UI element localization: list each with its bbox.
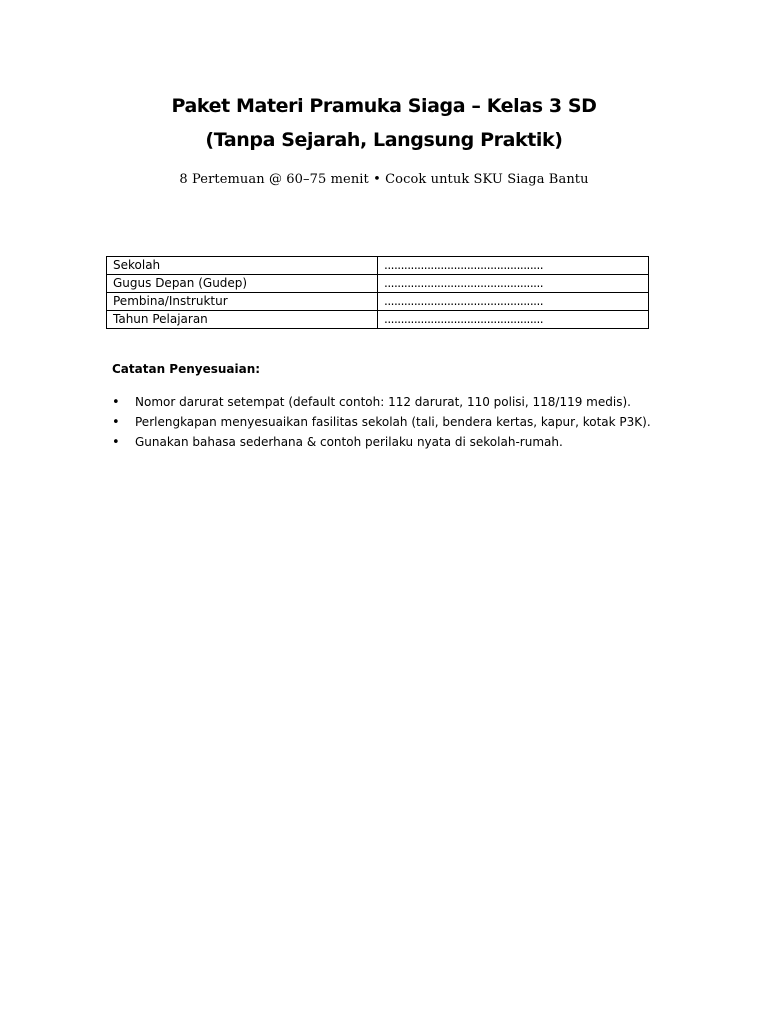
notes-list	[112, 394, 651, 454]
note-text: Gunakan bahasa sederhana & contoh perilaku nyata di sekolah-rumah.	[135, 435, 563, 449]
list-item	[112, 414, 651, 434]
info-value-instructor: ................................................	[378, 293, 649, 311]
note-text: Nomor darurat setempat (default contoh: 112 darurat, 110 polisi, 118/119 medis).	[135, 395, 631, 409]
table-row	[107, 275, 649, 293]
info-label-gudep: Gugus Depan (Gudep)	[107, 275, 378, 293]
bullet-icon: •	[112, 435, 120, 450]
bullet-icon: •	[112, 395, 120, 410]
info-value-gudep: ................................................	[378, 275, 649, 293]
info-label-instructor: Pembina/Instruktur	[107, 293, 378, 311]
table-row	[107, 257, 649, 275]
document-subtitle: 8 Pertemuan @ 60–75 menit • Cocok untuk SKU Siaga Bantu	[179, 172, 589, 187]
table-row	[107, 293, 649, 311]
document-title-line-1: Paket Materi Pramuka Siaga – Kelas 3 SD	[171, 95, 597, 117]
info-value-school-year: ................................................	[378, 311, 649, 329]
notes-heading: Catatan Penyesuaian:	[112, 362, 261, 376]
list-item	[112, 434, 651, 454]
note-text: Perlengkapan menyesuaikan fasilitas sekolah (tali, bendera kertas, kapur, kotak P3K).	[135, 415, 651, 429]
info-value-school: ................................................	[378, 257, 649, 275]
info-table	[106, 256, 649, 329]
table-row	[107, 311, 649, 329]
bullet-icon: •	[112, 415, 120, 430]
list-item	[112, 394, 651, 414]
document-title-line-2: (Tanpa Sejarah, Langsung Praktik)	[205, 129, 563, 151]
info-label-school-year: Tahun Pelajaran	[107, 311, 378, 329]
info-label-school: Sekolah	[107, 257, 378, 275]
